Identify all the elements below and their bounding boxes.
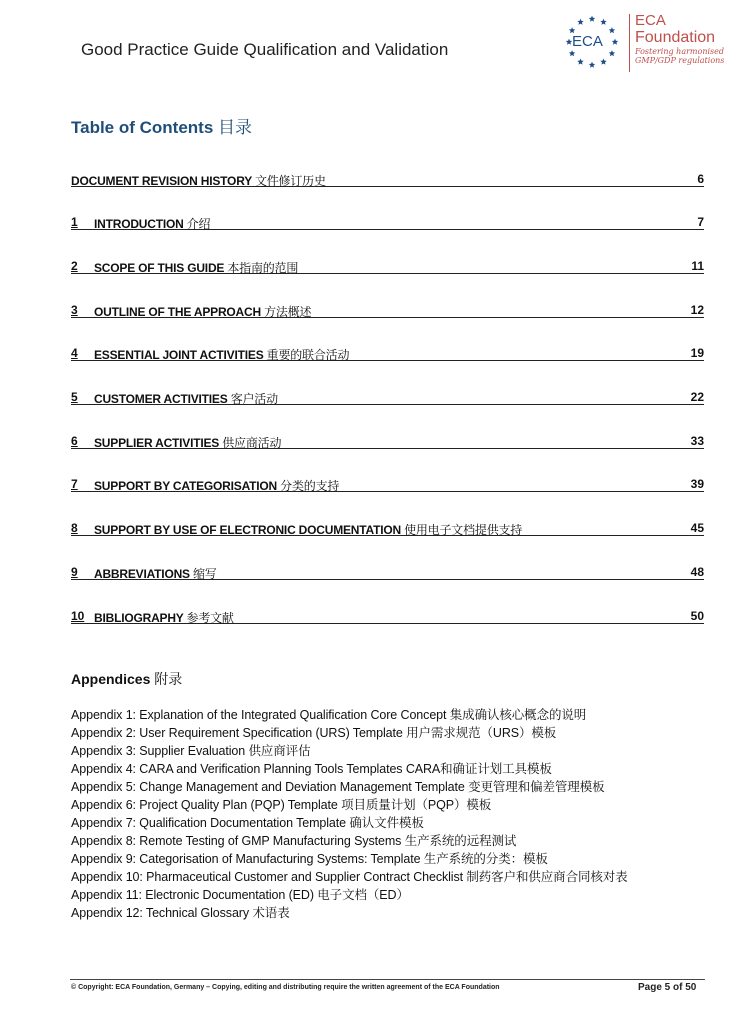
toc-entry-number: 10	[71, 609, 85, 623]
toc-entry-title-zh: 本指南的范围	[227, 261, 299, 275]
appendix-list	[71, 706, 731, 922]
logo-star	[609, 27, 615, 33]
toc-entry-number: 7	[71, 477, 78, 491]
toc-entry-title	[94, 521, 522, 538]
toc-entry[interactable]	[71, 303, 704, 318]
toc-entry-title-en: SUPPORT BY USE OF ELECTRONIC DOCUMENTATION	[94, 523, 401, 537]
toc-entry[interactable]	[71, 215, 704, 230]
toc-heading-zh: 目录	[218, 118, 253, 137]
toc-entry-title-zh: 使用电子文档提供支持	[404, 523, 523, 537]
toc-entry-number: 1	[71, 215, 78, 229]
toc-entry-page: 6	[697, 172, 704, 186]
toc-entry[interactable]	[71, 390, 704, 405]
toc-entry-title-en: SUPPORT BY CATEGORISATION	[94, 479, 278, 493]
appendix-item: Appendix 9: Categorisation of Manufacturing Systems: Template 生产系统的分类：模板	[71, 852, 548, 866]
logo-tagline: Fostering harmonised GMP/GDP regulations	[635, 47, 725, 65]
appendix-item: Appendix 2: User Requirement Specification (URS) Template 用户需求规范（URS）模板	[71, 726, 557, 740]
toc-entry-number: 5	[71, 390, 78, 404]
toc-entry-number: 2	[71, 259, 78, 273]
toc-entry-title	[94, 434, 281, 451]
toc-entry-page: 19	[690, 346, 704, 360]
logo-star	[569, 50, 575, 56]
appendix-item: Appendix 4: CARA and Verification Planning Tools Templates CARA和确证计划工具模板	[71, 762, 552, 776]
toc-entry[interactable]	[71, 521, 704, 536]
toc-entry-title-zh: 方法概述	[264, 305, 312, 319]
toc-entry-title-zh: 分类的支持	[280, 479, 340, 493]
toc-entry-page: 12	[690, 303, 704, 317]
toc-entry[interactable]	[71, 565, 704, 580]
toc-entry-page: 7	[697, 215, 704, 229]
toc-entry-title	[94, 259, 298, 276]
toc-entry-title-zh: 参考文献	[186, 611, 234, 625]
logo-divider	[629, 14, 630, 72]
toc-entry[interactable]	[71, 434, 704, 449]
toc-entry-page: 11	[691, 259, 704, 273]
toc-entry-title-zh: 客户活动	[230, 392, 278, 406]
toc-entry-number: 8	[71, 521, 78, 535]
toc-entry-title	[94, 477, 339, 494]
appendix-item: Appendix 3: Supplier Evaluation 供应商评估	[71, 744, 311, 758]
footer-divider	[70, 979, 705, 980]
toc-entry-title	[94, 390, 278, 407]
appendix-item: Appendix 6: Project Quality Plan (PQP) Template 项目质量计划（PQP）模板	[71, 798, 492, 812]
toc-entry-title	[94, 346, 349, 363]
logo-mark: ECA	[572, 33, 603, 50]
logo-star	[600, 19, 606, 25]
toc-entry-title-en: OUTLINE OF THE APPROACH	[94, 305, 261, 319]
toc-entry-page: 48	[690, 565, 704, 579]
toc-entry[interactable]	[71, 477, 704, 492]
toc-entry-title-en: SUPPLIER ACTIVITIES	[94, 436, 220, 450]
appendix-item: Appendix 1: Explanation of the Integrated Qualification Core Concept 集成确认核心概念的说明	[71, 708, 587, 722]
header-title: Good Practice Guide Qualification and Validation	[81, 40, 449, 59]
appendices-heading-text: Appendices	[71, 671, 151, 687]
toc-entry-title-zh: 重要的联合活动	[266, 348, 350, 362]
appendix-item: Appendix 8: Remote Testing of GMP Manufacturing Systems 生产系统的远程测试	[71, 834, 517, 848]
toc-entry-page: 39	[690, 477, 704, 491]
footer-page-number: Page 5 of 50	[638, 982, 697, 993]
toc-entry-title-zh: 文件修订历史	[254, 174, 326, 188]
toc-entry-title	[94, 303, 311, 320]
toc-entry-number: 9	[71, 565, 78, 579]
toc-entry-number: 6	[71, 434, 78, 448]
toc-entry-page: 50	[690, 609, 704, 623]
toc-entry-title-en: DOCUMENT REVISION HISTORY	[71, 174, 252, 188]
eca-foundation-logo	[560, 12, 732, 74]
toc-entry[interactable]	[71, 172, 704, 187]
appendix-item: Appendix 5: Change Management and Deviation Management Template 变更管理和偏差管理模板	[71, 780, 605, 794]
toc-entry-number: 4	[71, 346, 78, 360]
logo-org-line1: ECA	[635, 12, 666, 29]
logo-star	[612, 39, 618, 45]
logo-star	[589, 16, 595, 22]
toc-entry-title-zh: 缩写	[193, 567, 217, 581]
appendices-heading-zh: 附录	[154, 672, 183, 688]
toc-entry-title	[94, 565, 217, 582]
toc-entry-number: 3	[71, 303, 78, 317]
logo-star	[609, 50, 615, 56]
logo-star	[577, 59, 583, 65]
toc-entry-page: 33	[690, 434, 704, 448]
toc-entry-title-en: ABBREVIATIONS	[94, 567, 190, 581]
toc-entry-title-en: CUSTOMER ACTIVITIES	[94, 392, 228, 406]
toc-entry-title-zh: 介绍	[186, 217, 211, 231]
toc-entry-title-en: BIBLIOGRAPHY	[94, 611, 184, 625]
footer-copyright: © Copyright: ECA Foundation, Germany – Copying, editing and distributing require the written agreement of the ECA Foundation	[71, 984, 500, 991]
toc-entry-page: 45	[690, 521, 704, 535]
toc-entry-title-zh: 供应商活动	[222, 436, 282, 450]
logo-org-line2: Foundation	[635, 29, 716, 46]
logo-star	[589, 62, 595, 68]
appendix-item: Appendix 11: Electronic Documentation (ED) 电子文档（ED）	[71, 888, 409, 902]
logo-star	[577, 19, 583, 25]
toc-entry-title	[71, 172, 326, 189]
logo-star	[600, 59, 606, 65]
appendices-heading	[71, 669, 182, 689]
toc-heading	[71, 113, 252, 138]
toc-entry-title	[94, 609, 234, 626]
toc-entry[interactable]	[71, 609, 704, 624]
appendix-item: Appendix 12: Technical Glossary 术语表	[71, 906, 290, 920]
toc-entry[interactable]	[71, 346, 704, 361]
toc-entry-title-en: INTRODUCTION	[94, 217, 184, 231]
toc-entry-title-en: SCOPE OF THIS GUIDE	[94, 261, 225, 275]
toc-entry-title-en: ESSENTIAL JOINT ACTIVITIES	[94, 348, 264, 362]
toc-entry[interactable]	[71, 259, 704, 274]
appendix-item: Appendix 7: Qualification Documentation Template 确认文件模板	[71, 816, 424, 830]
toc-entry-title	[94, 215, 210, 232]
appendix-item: Appendix 10: Pharmaceutical Customer and Supplier Contract Checklist 制药客户和供应商合同核对表	[71, 870, 628, 884]
toc-heading-text: Table of Contents	[71, 118, 214, 137]
toc-entry-page: 22	[690, 390, 704, 404]
